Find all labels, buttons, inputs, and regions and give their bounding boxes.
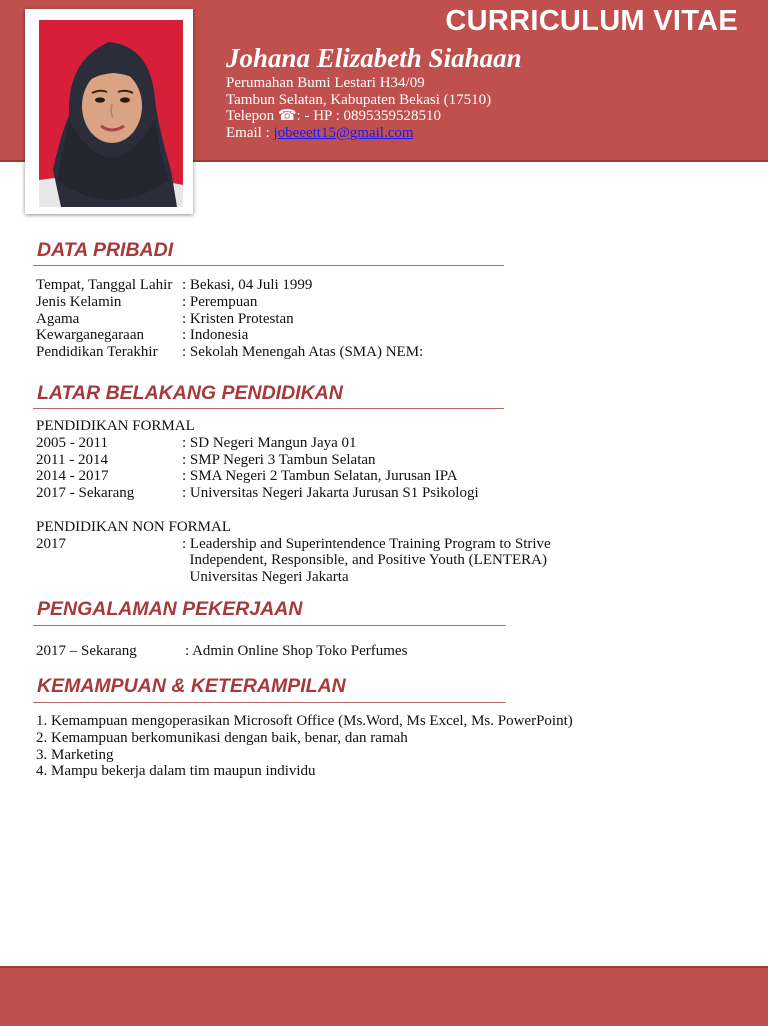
profile-photo xyxy=(39,20,183,207)
profile-photo-illustration xyxy=(39,20,183,207)
skills-list xyxy=(36,713,573,780)
email-link[interactable]: jobeeett15@gmail.com xyxy=(273,124,414,141)
phone-label: Telepon xyxy=(226,108,278,124)
row-key: Pendidikan Terakhir xyxy=(36,344,158,361)
profile-photo-frame xyxy=(25,9,193,214)
section-title-kemampuan: KEMAMPUAN & KETERAMPILAN xyxy=(37,675,346,697)
section-divider xyxy=(33,408,504,409)
personal-data-row xyxy=(36,327,423,344)
education-row xyxy=(36,468,551,485)
row-value: : Sekolah Menengah Atas (SMA) NEM: xyxy=(182,344,424,361)
row-value: : Kristen Protestan xyxy=(182,310,294,327)
contact-info xyxy=(226,75,491,141)
education-row xyxy=(36,485,551,502)
row-value: : Bekasi, 04 Juli 1999 xyxy=(182,277,313,293)
education-row xyxy=(36,435,551,452)
nonformal-description xyxy=(182,536,551,586)
personal-data-row xyxy=(36,294,423,311)
education-list xyxy=(36,418,551,586)
description-line: : Leadership and Superintendence Training Program to Strive xyxy=(182,535,551,552)
row-key: 2011 - 2014 xyxy=(36,451,108,468)
skill-item: 2. Kemampuan berkomunikasi dengan baik, benar, dan ramah xyxy=(36,729,408,746)
skill-item: 1. Kemampuan mengoperasikan Microsoft Office (Ms.Word, Ms Excel, Ms. PowerPoint) xyxy=(36,713,573,729)
section-divider xyxy=(33,625,506,626)
spacer xyxy=(36,502,551,519)
cv-title: CURRICULUM VITAE xyxy=(445,5,738,37)
row-value: : Universitas Negeri Jakarta Jurusan S1 Psikologi xyxy=(182,485,479,502)
description-line: Independent, Responsible, and Positive Youth (LENTERA) xyxy=(182,552,547,569)
nonformal-row xyxy=(36,536,551,586)
work-row xyxy=(36,643,407,660)
row-value: : Perempuan xyxy=(182,293,258,310)
row-key: Agama xyxy=(36,310,80,327)
address-line-1: Perumahan Bumi Lestari H34/09 xyxy=(226,75,425,91)
row-key: 2017 xyxy=(36,535,66,552)
section-title-pengalaman: PENGALAMAN PEKERJAAN xyxy=(37,598,303,620)
formal-education-label: PENDIDIKAN FORMAL xyxy=(36,418,195,434)
description-line: Universitas Negeri Jakarta xyxy=(182,569,349,586)
row-key: Kewarganegaraan xyxy=(36,327,144,344)
section-title-pendidikan: LATAR BELAKANG PENDIDIKAN xyxy=(37,382,343,404)
email-label: Email : xyxy=(226,124,274,141)
work-experience-list xyxy=(36,643,407,660)
section-title-data-pribadi: DATA PRIBADI xyxy=(37,239,174,261)
row-key: 2014 - 2017 xyxy=(36,468,109,485)
skill-item: 4. Mampu bekerja dalam tim maupun individu xyxy=(36,763,316,780)
address-line-2: Tambun Selatan, Kabupaten Bekasi (17510) xyxy=(226,91,492,108)
row-key: 2005 - 2011 xyxy=(36,434,108,451)
personal-data-row xyxy=(36,344,423,361)
email-line xyxy=(226,125,491,142)
skill-item: 3. Marketing xyxy=(36,746,114,763)
phone-number: : - HP : 0895359528510 xyxy=(296,108,441,124)
personal-data-list xyxy=(36,277,423,361)
row-key: 2017 - Sekarang xyxy=(36,485,135,502)
education-row xyxy=(36,452,551,469)
nonformal-education-label: PENDIDIKAN NON FORMAL xyxy=(36,518,231,535)
row-value: : SMP Negeri 3 Tambun Selatan xyxy=(182,451,376,468)
section-divider xyxy=(33,265,504,266)
phone-icon: ☎ xyxy=(277,108,297,124)
row-value: : SD Negeri Mangun Jaya 01 xyxy=(182,434,357,451)
row-key: Jenis Kelamin xyxy=(36,293,122,310)
row-key: 2017 – Sekarang xyxy=(36,643,137,659)
section-divider xyxy=(33,702,506,703)
candidate-name: Johana Elizabeth Siahaan xyxy=(226,43,522,73)
phone-line xyxy=(226,108,491,125)
row-key: Tempat, Tanggal Lahir xyxy=(36,277,173,293)
row-value: : Admin Online Shop Toko Perfumes xyxy=(185,643,408,659)
row-value: : Indonesia xyxy=(182,327,249,344)
personal-data-row xyxy=(36,311,423,328)
personal-data-row xyxy=(36,277,423,294)
footer-band xyxy=(0,966,768,1026)
row-value: : SMA Negeri 2 Tambun Selatan, Jurusan IPA xyxy=(182,468,458,485)
